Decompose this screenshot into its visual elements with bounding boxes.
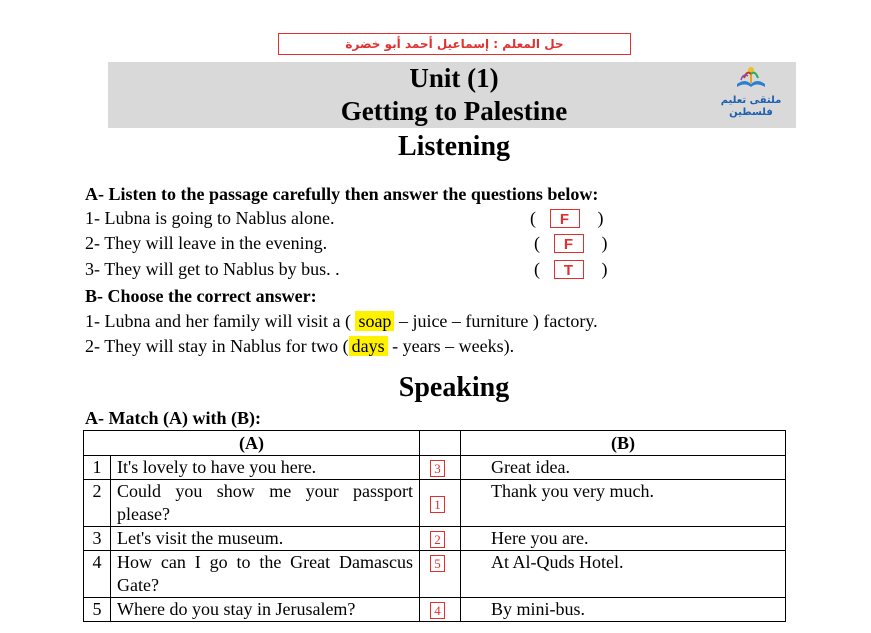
row-response: Great idea. [461, 456, 786, 480]
row-statement: How can I go to the Great Damascus Gate? [111, 551, 420, 598]
column-a-header: (A) [84, 431, 420, 456]
answer-key: 5 [430, 555, 445, 572]
highlighted-answer: days [349, 336, 388, 356]
item-text-before: They will stay in Nablus for two ( [104, 336, 349, 356]
unit-number: Unit (1) [409, 63, 499, 93]
row-statement: Could you show me your passport please? [111, 480, 420, 527]
listening-a-instruction: A- Listen to the passage carefully then answer the questions below: [85, 184, 599, 204]
row-response: Here you are. [461, 527, 786, 551]
item-number: 1- [85, 208, 100, 228]
row-response: At Al-Quds Hotel. [461, 551, 786, 598]
item-number: 2- [85, 233, 100, 253]
answer-box: F [550, 209, 580, 228]
table-row [84, 480, 786, 527]
item-text-after: - years – weeks). [392, 336, 515, 356]
row-statement: It's lovely to have you here. [111, 456, 420, 480]
row-number: 3 [84, 527, 111, 551]
speaking-instruction: A- Match (A) with (B): [85, 408, 261, 428]
row-statement: Let's visit the museum. [111, 527, 420, 551]
item-number: 2- [85, 336, 100, 356]
choose-item-1 [85, 309, 598, 333]
item-text: They will leave in the evening. [104, 233, 328, 253]
answer-key: 4 [430, 602, 445, 619]
listening-item-2 [85, 231, 327, 255]
answer-box: F [554, 234, 584, 253]
listening-title: Listening [397, 131, 511, 162]
row-key-cell [420, 598, 461, 622]
row-key-cell [420, 480, 461, 527]
table-row [84, 598, 786, 622]
answer-slot-1: ( F ) [530, 208, 604, 228]
row-number: 2 [84, 480, 111, 527]
row-key-cell [420, 527, 461, 551]
item-text: Lubna is going to Nablus alone. [104, 208, 335, 228]
speaking-title: Speaking [398, 372, 510, 403]
listening-item-1 [85, 206, 334, 230]
table-row [84, 527, 786, 551]
answer-box: T [554, 260, 584, 279]
row-number: 5 [84, 598, 111, 622]
highlighted-answer: soap [355, 311, 394, 331]
teacher-note: حل المعلم : إسماعيل أحمد أبو خضرة [278, 33, 631, 55]
answer-slot-3: ( T ) [534, 259, 608, 279]
key-column-header [420, 431, 461, 456]
answer-key: 3 [430, 460, 445, 477]
row-number: 4 [84, 551, 111, 598]
item-number: 1- [85, 311, 100, 331]
row-key-cell [420, 551, 461, 598]
listening-item-3 [85, 257, 340, 281]
listening-b-instruction: B- Choose the correct answer: [85, 286, 317, 306]
row-key-cell [420, 456, 461, 480]
answer-key: 1 [430, 496, 445, 513]
logo-text: ملتقى تعليم فلسطين [720, 95, 782, 118]
row-response: Thank you very much. [461, 480, 786, 527]
table-row [84, 456, 786, 480]
choose-item-2 [85, 334, 514, 358]
unit-title: Getting to Palestine [340, 96, 568, 126]
logo [707, 64, 795, 118]
match-table [83, 430, 786, 622]
row-response: By mini-bus. [461, 598, 786, 622]
item-text-before: Lubna and her family will visit a ( [104, 311, 351, 331]
answer-slot-2: ( F ) [534, 233, 608, 253]
item-text-after: – juice – furniture ) factory. [398, 311, 598, 331]
item-text: They will get to Nablus by bus. . [104, 259, 340, 279]
item-number: 3- [85, 259, 100, 279]
answer-key: 2 [430, 531, 445, 548]
row-number: 1 [84, 456, 111, 480]
column-b-header: (B) [461, 431, 786, 456]
table-row [84, 551, 786, 598]
table-header-row [84, 431, 786, 456]
row-statement: Where do you stay in Jerusalem? [111, 598, 420, 622]
book-logo-icon [733, 64, 769, 90]
